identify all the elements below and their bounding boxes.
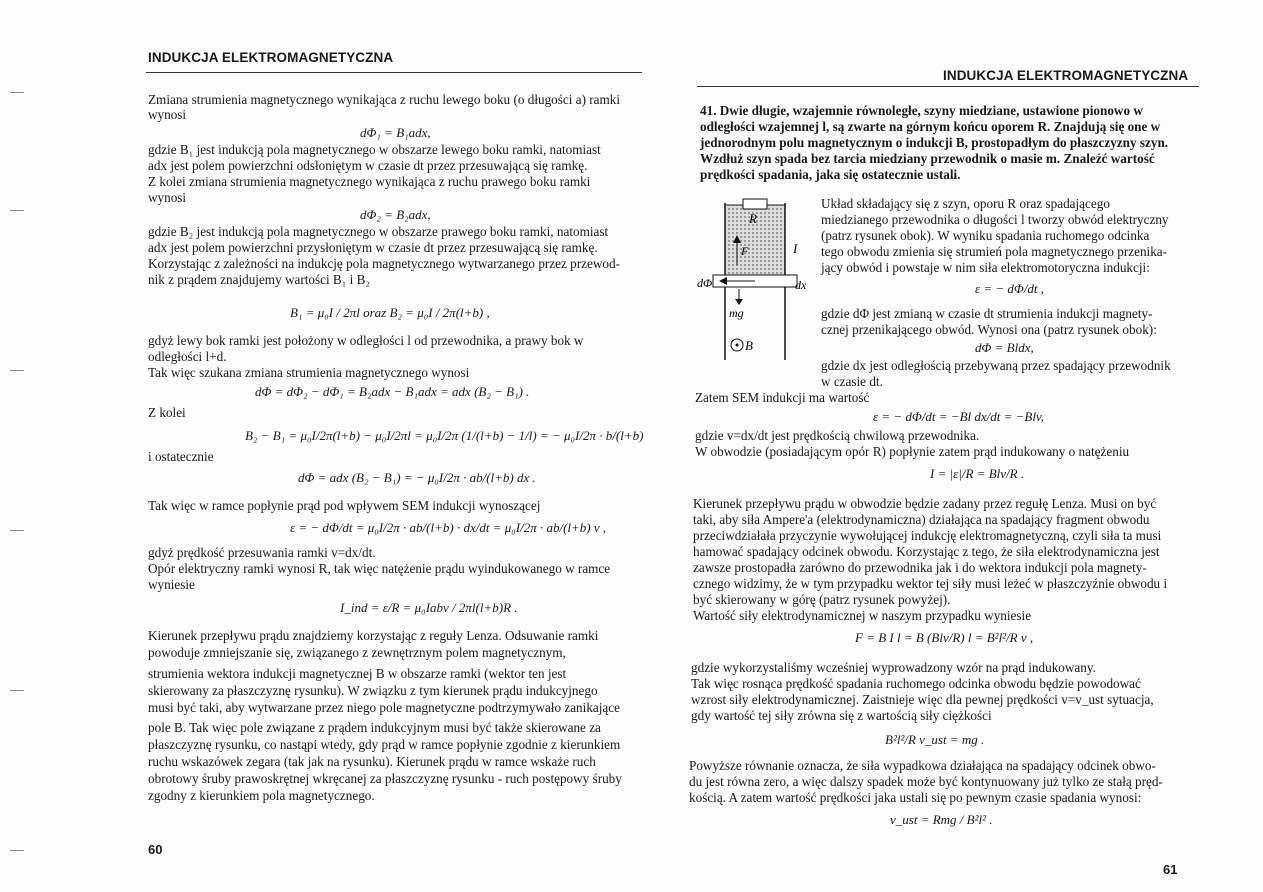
weight-arrowhead — [735, 299, 743, 305]
text-line: Opór elektryczny ramki wynosi R, tak więc natężenie prądu wyindukowanego w ramce — [148, 561, 611, 576]
text-line: du jest równa zero, a więc dalszy spadek może być kontynuowany już tylko ze stałą pręd- — [689, 774, 1163, 789]
text-line: strumienia wektora indukcji magnetycznej B w obszarze ramki (wektor ten jest — [148, 666, 567, 681]
text-line: Z kolei — [148, 405, 186, 420]
flux-label: dΦ — [697, 276, 713, 290]
text-line: tego obwodu zmienia się strumień pola magnetycznego przenika- — [821, 244, 1168, 259]
equation: F = B I l = B (Blv/R) l = B²l²/R v , — [855, 630, 1034, 645]
page-number: 60 — [148, 842, 163, 857]
text-line: być skierowany w górę (patrz rysunek powyżej). — [693, 592, 951, 607]
text-line: wyniesie — [148, 577, 195, 592]
text-line: powoduje zmniejszanie się, związanego z zewnętrznym polem magnetycznym, — [148, 645, 566, 660]
resistor — [743, 199, 767, 209]
text-line: gdzie v=dx/dt jest prędkością chwilową przewodnika. — [695, 428, 980, 443]
text-line: zgodny z kierunkiem pola magnetycznego. — [148, 788, 375, 803]
text-line: taki, aby siła Ampere'a (elektrodynamiczna) działająca na spadający fragment obwodu — [693, 512, 1150, 527]
margin-mark — [10, 210, 24, 211]
text-line: jący obwód i powstaje w nim siła elektromotoryczna indukcji: — [821, 260, 1150, 275]
equation: B₂ − B₁ = μ₀I/2π(l+b) − μ₀I/2πl = μ₀I/2π (1/(l+b) − 1/l) = − μ₀I/2π · b/(l+b) — [245, 428, 644, 443]
text-line: adx jest polem powierzchni odsłoniętym w czasie dt przez przesuwającą się ramkę. — [148, 158, 588, 173]
text-line: Korzystając z zależności na indukcję pola magnetycznego wytwarzanego przez przewod- — [148, 256, 620, 271]
problem-line: jednorodnym polu magnetycznym o indukcji B, prostopadłym do płaszczyzny szyn. — [700, 135, 1169, 150]
text-line: nik z prądem znajdujemy wartości B₁ i B₂ — [148, 272, 370, 287]
text-line: odległości l+d. — [148, 349, 227, 364]
equation: dΦ = dΦ₂ − dΦ₁ = B₂adx − B₁adx = adx (B₂ − B₁) . — [255, 384, 530, 399]
text-line: Zmiana strumienia magnetycznego wynikająca z ruchu lewego boku (o długości a) ramki — [148, 92, 621, 107]
text-line: cznej przenikającego obwód. Wynosi ona (patrz rysunek obok): — [821, 322, 1157, 337]
field-label: B — [745, 338, 753, 353]
text-line: (patrz rysunek obok). W wyniku spadania ruchomego odcinka — [821, 228, 1150, 243]
text-line: musi być taki, aby wytwarzane przez niego pole magnetyczne podtrzymywało zanikające — [148, 700, 620, 715]
text-line: gdyż lewy bok ramki jest położony w odległości l od przewodnika, a prawy bok w — [148, 333, 584, 348]
text-line: Tak więc w ramce popłynie prąd pod wpływem SEM indukcji wynoszącej — [148, 498, 541, 513]
field-dot — [736, 344, 739, 347]
text-line: Tak więc rosnąca prędkość spadania ruchomego odcinka obwodu będzie powodować — [691, 676, 1141, 691]
problem-line: Wzdłuż szyn spada bez tarcia miedziany przewodnik o masie m. Znaleźć wartość — [700, 151, 1155, 166]
equation: I_ind = ε/R = μ₀Iabv / 2πl(l+b)R . — [340, 600, 518, 615]
text-line: płaszczyznę rysunku, co nastąpi wtedy, gdy prąd w ramce popłynie zgodnie z kierunkiem — [148, 737, 621, 752]
text-line: gdzie B₂ jest indukcją pola magnetycznego w obszarze prawego boku ramki, natomiast — [148, 224, 609, 239]
text-line: przeciwdziałała przyczynie wywołującej indukcję elektromagnetyczną, czyli siła ta musi — [693, 528, 1162, 543]
margin-mark — [10, 850, 24, 851]
text-line: adx jest polem powierzchni przysłoniętym w czasie dt przez przesuwającą się ramkę. — [148, 240, 598, 255]
text-line: Zatem SEM indukcji ma wartość — [695, 390, 870, 405]
equation: B²l²/R v_ust = mg . — [885, 732, 985, 747]
text-line: i ostatecznie — [148, 449, 214, 464]
text-line: Z kolei zmiana strumienia magnetycznego wynikająca z ruchu prawego boku ramki — [148, 174, 591, 189]
text-line: Powyższe równanie oznacza, że siła wypadkowa działająca na spadający odcinek obwo- — [689, 758, 1156, 773]
text-line: gdzie wykorzystaliśmy wcześniej wyprowadzony wzór na prąd indukowany. — [691, 660, 1096, 675]
equation: v_ust = Rmg / B²l² . — [890, 812, 993, 827]
text-line: gdzie B₁ jest indukcją pola magnetycznego w obszarze lewego boku ramki, natomiast — [148, 142, 601, 157]
current-label: I — [793, 241, 798, 256]
margin-mark — [10, 690, 24, 691]
equation: dΦ = Bldx, — [975, 340, 1034, 355]
text-line: zawsze prostopadła zarówno do przewodnika jak i do wektora indukcji pola magnety- — [693, 560, 1147, 575]
text-line: Kierunek przepływu prądu znajdziemy korzystając z reguły Lenza. Odsuwanie ramki — [148, 628, 599, 643]
text-line: miedzianego przewodnika o długości l tworzy obwód elektryczny — [821, 212, 1169, 227]
problem-line: odległości wzajemnej l, są zwarte na górnym końcu oporem R. Znajdują się one w — [700, 119, 1161, 134]
resistor-label: R — [749, 211, 757, 226]
header-rule — [697, 86, 1199, 87]
force-label: F — [741, 244, 749, 258]
problem-line: prędkości spadania, jaka się ostatecznie ustali. — [700, 167, 961, 182]
text-line: wynosi — [148, 107, 187, 122]
text-line: wynosi — [148, 190, 187, 205]
page-right — [655, 0, 1263, 892]
text-line: obrotowy śruby prawoskrętnej wkręcanej za płaszczyznę rysunku - ruch postępowy śruby — [148, 771, 622, 786]
problem-line: 41. Dwie długie, wzajemnie równoległe, szyny miedziane, ustawione pionowo w — [700, 103, 1143, 118]
running-header: INDUKCJA ELEKTROMAGNETYCZNA — [148, 50, 394, 65]
text-line: Kierunek przepływu prądu w obwodzie będzie zadany przez regułę Lenza. Musi on być — [693, 496, 1157, 511]
text-line: cznego widzimy, że w tym przypadku wektor tej siły musi leżeć w płaszczyźnie obwodu i — [693, 576, 1168, 591]
text-line: hamować spadający odcinek obwodu. Korzystając z tego, że siła elektrodynamiczna jest — [693, 544, 1160, 559]
margin-mark — [10, 92, 24, 93]
weight-label: mg — [729, 306, 744, 320]
text-line: Układ składający się z szyn, oporu R oraz spadającego — [821, 196, 1110, 211]
equation: B₁ = μ₀I / 2πl oraz B₂ = μ₀I / 2π(l+b) , — [290, 305, 490, 320]
text-line: gdy wartość tej siły zrówna się z wartością siły ciężkości — [691, 708, 992, 723]
circuit-figure — [695, 195, 830, 370]
text-line: gdzie dx jest odległością przebywaną przez spadający przewodnik — [821, 358, 1171, 373]
equation: dΦ = adx (B₂ − B₁) = − μ₀I/2π · ab/(l+b) dx . — [298, 470, 536, 485]
running-header: INDUKCJA ELEKTROMAGNETYCZNA — [943, 68, 1189, 83]
text-line: Wartość siły elektrodynamicznej w naszym przypadku wyniesie — [693, 608, 1032, 623]
equation: ε = − dΦ/dt , — [975, 281, 1045, 296]
text-line: Tak więc szukana zmiana strumienia magnetycznego wynosi — [148, 365, 470, 380]
equation: dΦ₂ = B₂adx, — [360, 207, 431, 222]
margin-mark — [10, 530, 24, 531]
header-rule — [146, 72, 642, 73]
equation: I = |ε|/R = Blv/R . — [930, 466, 1025, 481]
equation: dΦ₁ = B₁adx, — [360, 125, 431, 140]
text-line: wzrost siły elektrodynamicznej. Zaistnieje więc dla pewnej prędkości v=v_ust sytuacja, — [691, 692, 1154, 707]
margin-mark — [10, 370, 24, 371]
page-number: 61 — [1163, 862, 1178, 877]
text-line: skierowany za płaszczyznę rysunku). W związku z tym kierunek prądu indukcyjnego — [148, 683, 598, 698]
text-line: gdzie dΦ jest zmianą w czasie dt strumienia indukcji magnety- — [821, 306, 1153, 321]
text-line: pole B. Tak więc pole związane z prądem indukcyjnym musi być także skierowane za — [148, 720, 601, 735]
equation: ε = − dΦ/dt = μ₀I/2π · ab/(l+b) · dx/dt = μ₀I/2π · ab/(l+b) v , — [290, 520, 607, 535]
text-line: W obwodzie (posiadającym opór R) popłynie zatem prąd indukowany o natężeniu — [695, 444, 1130, 459]
equation: ε = − dΦ/dt = −Bl dx/dt = −Blv, — [873, 409, 1045, 424]
text-line: w czasie dt. — [821, 374, 883, 389]
text-line: gdyż prędkość przesuwania ramki v=dx/dt. — [148, 545, 376, 560]
text-line: ruchu wskazówek zegara (tak jak na rysunku). Kierunek prądu w ramce wskaże ruch — [148, 754, 596, 769]
dx-label: dx — [795, 278, 807, 292]
text-line: kością. A zatem wartość prędkości jaka ustali się po pewnym czasie spadania wynosi: — [689, 790, 1142, 805]
